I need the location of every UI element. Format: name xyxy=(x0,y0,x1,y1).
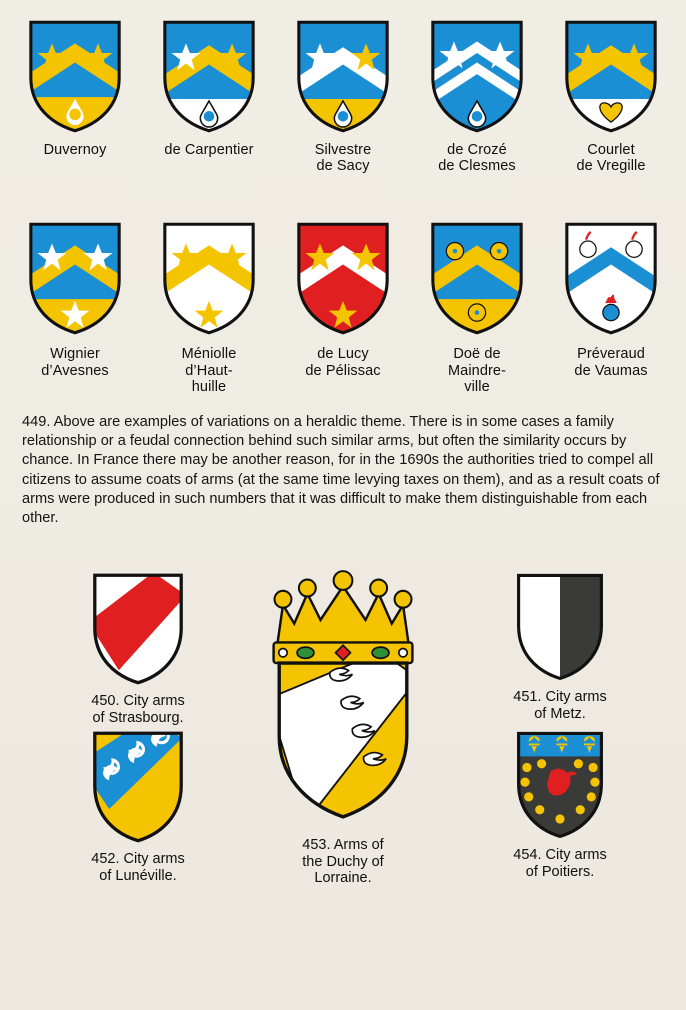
caption-line: d’Haut- xyxy=(185,362,233,379)
caption-line: de Vaumas xyxy=(574,362,648,379)
shield-cell-de-carpentier xyxy=(145,18,273,158)
lorraine-caption xyxy=(228,837,458,887)
caption-line: Méniolle xyxy=(181,346,237,363)
caption-line: Lorraine. xyxy=(314,870,372,887)
shield-caption xyxy=(41,346,109,378)
preveraud-de-vaumas-shield xyxy=(563,220,659,336)
caption-line: de Crozé xyxy=(447,142,507,158)
caption-line: Courlet xyxy=(587,142,635,158)
caption-line: d’Avesnes xyxy=(41,362,109,379)
strasbourg-caption xyxy=(58,693,218,726)
caption-line: de Carpentier xyxy=(164,142,254,158)
caption-line: de Lucy xyxy=(317,346,369,363)
meniolle-dhauthuille-shield xyxy=(161,220,257,336)
caption-line: 454. City arms xyxy=(513,846,607,863)
de-lucy-de-pelissac-shield xyxy=(295,220,391,336)
caption-line: 451. City arms xyxy=(513,688,607,705)
shield-caption xyxy=(164,142,253,158)
shield-caption xyxy=(44,142,107,158)
caption-line: de Clesmes xyxy=(438,158,516,175)
shield-caption xyxy=(305,346,380,378)
doe-de-maindreville-shield xyxy=(429,220,525,336)
caption-line: de Sacy xyxy=(316,158,370,175)
caption-line: de Pélissac xyxy=(305,362,381,379)
shield-caption xyxy=(576,142,645,174)
shield-cell-wignier-davesnes xyxy=(11,220,139,378)
caption-line: Préveraud xyxy=(577,346,645,363)
de-croze-de-clesmes-shield xyxy=(429,18,525,134)
shield-row-1 xyxy=(0,18,686,174)
caption-line: of Metz. xyxy=(534,705,586,722)
courlet-de-vregille-shield xyxy=(563,18,659,134)
shield-cell-silvestre-de-sacy xyxy=(279,18,407,174)
shield-caption xyxy=(182,346,237,395)
caption-line: Maindre- xyxy=(447,362,506,379)
caption-line: of Strasbourg. xyxy=(92,709,184,726)
shield-caption xyxy=(448,346,506,395)
caption-line: 453. Arms of xyxy=(302,836,384,853)
strasbourg-shield xyxy=(90,570,186,686)
shield-row-2 xyxy=(0,220,686,395)
strasbourg-arms-item xyxy=(58,570,218,726)
caption-line: huille xyxy=(191,378,227,395)
city-arms-section xyxy=(0,550,686,940)
shield-cell-preveraud-de-vaumas xyxy=(547,220,675,378)
shield-caption xyxy=(574,346,647,378)
caption-line: Wignier xyxy=(50,346,100,363)
silvestre-de-sacy-shield xyxy=(295,18,391,134)
duvernoy-shield xyxy=(27,18,123,134)
caption-line: of Lunéville. xyxy=(99,867,177,884)
shield-caption xyxy=(438,142,516,174)
de-carpentier-shield xyxy=(161,18,257,134)
metz-caption xyxy=(480,689,640,722)
lorraine-shield-with-crown xyxy=(233,558,453,830)
caption-line: the Duchy of xyxy=(302,853,384,870)
caption-line: Duvernoy xyxy=(43,142,107,158)
poitiers-caption xyxy=(480,847,640,880)
caption-line: Doë de xyxy=(453,346,501,363)
shield-cell-meniolle-dhauthuille xyxy=(145,220,273,395)
caption-line: Silvestre xyxy=(314,142,372,158)
paragraph-449: 449. Above are examples of variations on a heraldic theme. There is in some cases a family relationship or a feudal connection behind such similar arms, but often the similarity occurs by chance. In France there may be another reason, for in the 1690s the authorities tried to compel all citizens to assume coats of arms (at the same time levying taxes on them), and as a result coats of arms were produced in such numbers that it was difficult to make them distinguishable from each other. xyxy=(22,414,660,526)
luneville-caption xyxy=(58,851,218,884)
poitiers-shield xyxy=(514,728,606,840)
shield-cell-de-croze-de-clesmes xyxy=(413,18,541,174)
caption-line: ville xyxy=(464,378,490,395)
shield-cell-courlet-de-vregille xyxy=(547,18,675,174)
poitiers-arms-item xyxy=(480,728,640,880)
lorraine-arms-item xyxy=(228,558,458,887)
ducal-crown-icon xyxy=(274,571,413,663)
caption-line: 450. City arms xyxy=(91,692,185,709)
wignier-davesnes-shield xyxy=(27,220,123,336)
heraldic-shield-grid xyxy=(0,0,686,395)
shield-caption xyxy=(315,142,372,174)
metz-shield xyxy=(514,570,606,682)
shield-cell-de-lucy-de-pelissac xyxy=(279,220,407,378)
caption-line: 452. City arms xyxy=(91,850,185,867)
metz-arms-item xyxy=(480,570,640,722)
luneville-shield xyxy=(90,728,186,844)
shield-cell-duvernoy xyxy=(11,18,139,158)
luneville-arms-item xyxy=(58,728,218,884)
shield-cell-doe-de-maindreville xyxy=(413,220,541,395)
caption-line: de Vregille xyxy=(576,158,646,175)
caption-line: of Poitiers. xyxy=(525,863,595,880)
